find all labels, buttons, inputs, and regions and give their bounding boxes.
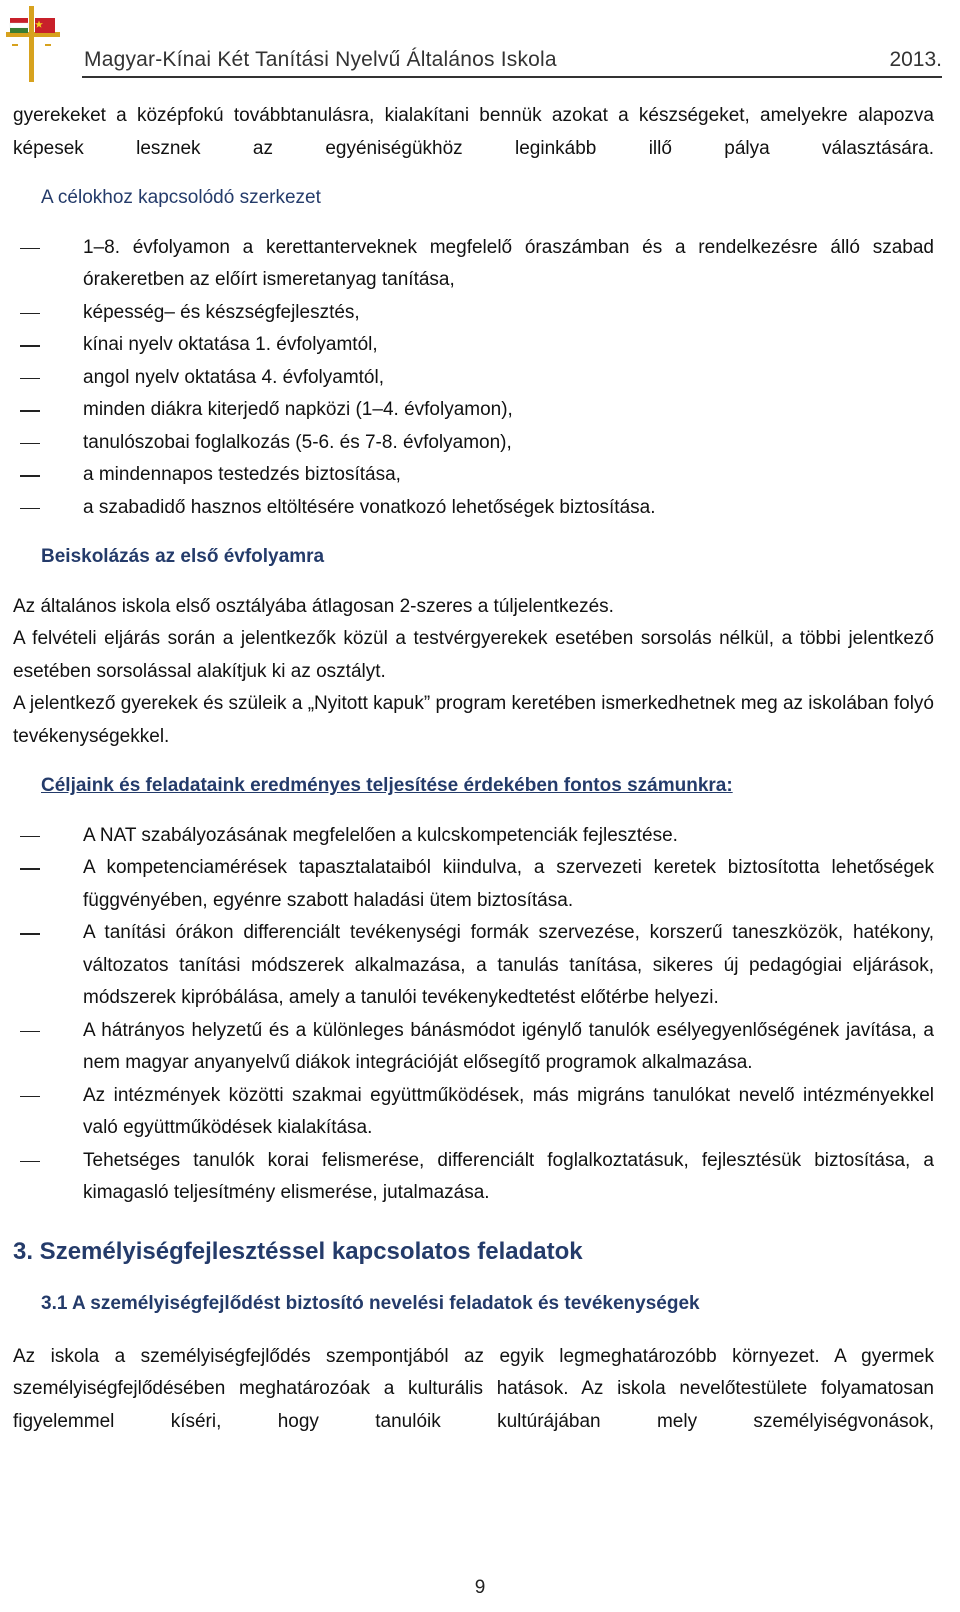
structure-list xyxy=(13,232,934,525)
subsection-heading: 3.1 A személyiségfejlődést biztosító nevelési feladatok és tevékenységek xyxy=(41,1293,700,1314)
dash-bullet-icon xyxy=(20,933,40,935)
structure-item xyxy=(13,329,934,362)
goals-item xyxy=(13,917,934,1015)
dash-bullet-icon xyxy=(20,836,40,838)
goals-item xyxy=(13,1145,934,1210)
structure-item-text: képesség– és készségfejlesztés, xyxy=(83,301,360,323)
structure-item-text: a mindennapos testedzés biztosítása, xyxy=(83,464,401,485)
structure-item xyxy=(13,427,934,460)
dash-bullet-icon xyxy=(20,475,40,477)
dash-bullet-icon xyxy=(20,508,40,510)
goals-item xyxy=(13,820,934,853)
structure-item xyxy=(13,492,934,525)
structure-item-text: 1–8. évfolyamon a kerettanterveknek megfelelő óraszámban és a rendelkezésre álló szabad órakeretben az előírt ismeretanyag tanítása, xyxy=(83,236,934,290)
enrollment-section xyxy=(13,591,934,754)
goals-item xyxy=(13,852,934,917)
goals-item xyxy=(13,1015,934,1080)
dash-bullet-icon xyxy=(20,345,40,347)
goals-list xyxy=(13,820,934,1210)
header-title: Magyar-Kínai Két Tanítási Nyelvű Általános Iskola xyxy=(84,48,557,71)
structure-item xyxy=(13,232,934,297)
structure-item xyxy=(13,459,934,492)
dash-bullet-icon xyxy=(20,868,40,870)
goals-item-text: A hátrányos helyzetű és a különleges bánásmódot igénylő tanulók esélyegyenlőségének javítása, a nem magyar anyanyelvű diákok integrációját elősegítő programok alkalmazása. xyxy=(83,1019,934,1073)
structure-item-text: kínai nyelv oktatása 1. évfolyamtól, xyxy=(83,334,378,355)
enrollment-paragraph: Az általános iskola első osztályába átlagosan 2-szeres a túljelentkezés. xyxy=(13,595,614,617)
document-body xyxy=(13,100,934,1438)
closing-paragraph: Az iskola a személyiségfejlődés szempontjából az egyik legmeghatározóbb környezet. A gyermek személyiségfejlődésében meghatározóak a kulturális hatások. Az iskola nevelőtestülete folyamatosan figyelemmel kíséri, hogy tanulóik kultúrájában mely személyiségvonások, xyxy=(13,1345,934,1432)
dash-bullet-icon xyxy=(20,248,40,250)
dash-bullet-icon xyxy=(20,1096,40,1098)
page-header xyxy=(0,0,960,90)
dash-bullet-icon xyxy=(20,1031,40,1033)
header-year: 2013. xyxy=(889,48,942,71)
school-logo-icon xyxy=(4,4,62,84)
dash-bullet-icon xyxy=(20,1161,40,1163)
dash-bullet-icon xyxy=(20,378,40,380)
structure-item xyxy=(13,394,934,427)
goals-item-text: A NAT szabályozásának megfelelően a kulcskompetenciák fejlesztése. xyxy=(83,824,678,846)
section-heading: 3. Személyiségfejlesztéssel kapcsolatos feladatok xyxy=(13,1237,583,1265)
enrollment-paragraph: A jelentkező gyerekek és szüleik a „Nyitott kapuk” program keretében ismerkedhetnek meg az iskolában folyó tevékenységekkel. xyxy=(13,693,934,747)
dash-bullet-icon xyxy=(20,443,40,445)
structure-item xyxy=(13,297,934,330)
enrollment-paragraph: A felvételi eljárás során a jelentkezők közül a testvérgyerekek esetében sorsolás nélkül, a többi jelentkező esetében sorsolással alakítjuk ki az osztályt. xyxy=(13,628,934,682)
structure-item-text: tanulószobai foglalkozás (5-6. és 7-8. évfolyamon), xyxy=(83,431,512,453)
dash-bullet-icon xyxy=(20,313,40,315)
goals-item xyxy=(13,1080,934,1145)
goals-item-text: A tanítási órákon differenciált tevékenységi formák szervezése, korszerű taneszközök, hatékony, változatos tanítási módszerek alkalmazása, a tanulás tanítása, sikeres új pedagógiai eljárások, módszerek kipróbálása, amely a tanulói tevékenykedtetést előtérbe helyezi. xyxy=(83,922,934,1008)
page-number: 9 xyxy=(474,1577,486,1598)
goals-heading: Céljaink és feladataink eredményes teljesítése érdekében fontos számunkra: xyxy=(41,775,733,796)
header-divider xyxy=(82,76,942,78)
structure-item-text: angol nyelv oktatása 4. évfolyamtól, xyxy=(83,366,385,388)
enrollment-heading: Beiskolázás az első évfolyamra xyxy=(41,546,325,567)
goals-item-text: Az intézmények közötti szakmai együttműködések, más migráns tanulókat nevelő intézményekkel való együttműködések kialakítása. xyxy=(83,1084,934,1138)
goals-item-text: A kompetenciamérések tapasztalataiból kiindulva, a szervezeti keretek biztosította lehetőségek függvényében, egyénre szabott haladási ütem biztosítása. xyxy=(83,857,934,911)
goals-item-text: Tehetséges tanulók korai felismerése, differenciált foglalkoztatásuk, fejlesztésük biztosítása, a kimagasló teljesítmény elismerése, jutalmazása. xyxy=(83,1149,934,1203)
structure-heading: A célokhoz kapcsolódó szerkezet xyxy=(41,187,321,208)
structure-item-text: a szabadidő hasznos eltöltésére vonatkozó lehetőségek biztosítása. xyxy=(83,496,656,518)
structure-item xyxy=(13,362,934,395)
intro-paragraph: gyerekeket a középfokú továbbtanulásra, kialakítani bennük azokat a készségeket, amelyekre alapozva képesek lesznek az egyéniségükhöz leginkább illő pálya választására. xyxy=(13,105,934,159)
dash-bullet-icon xyxy=(20,410,40,412)
structure-item-text: minden diákra kiterjedő napközi (1–4. évfolyamon), xyxy=(83,399,513,420)
